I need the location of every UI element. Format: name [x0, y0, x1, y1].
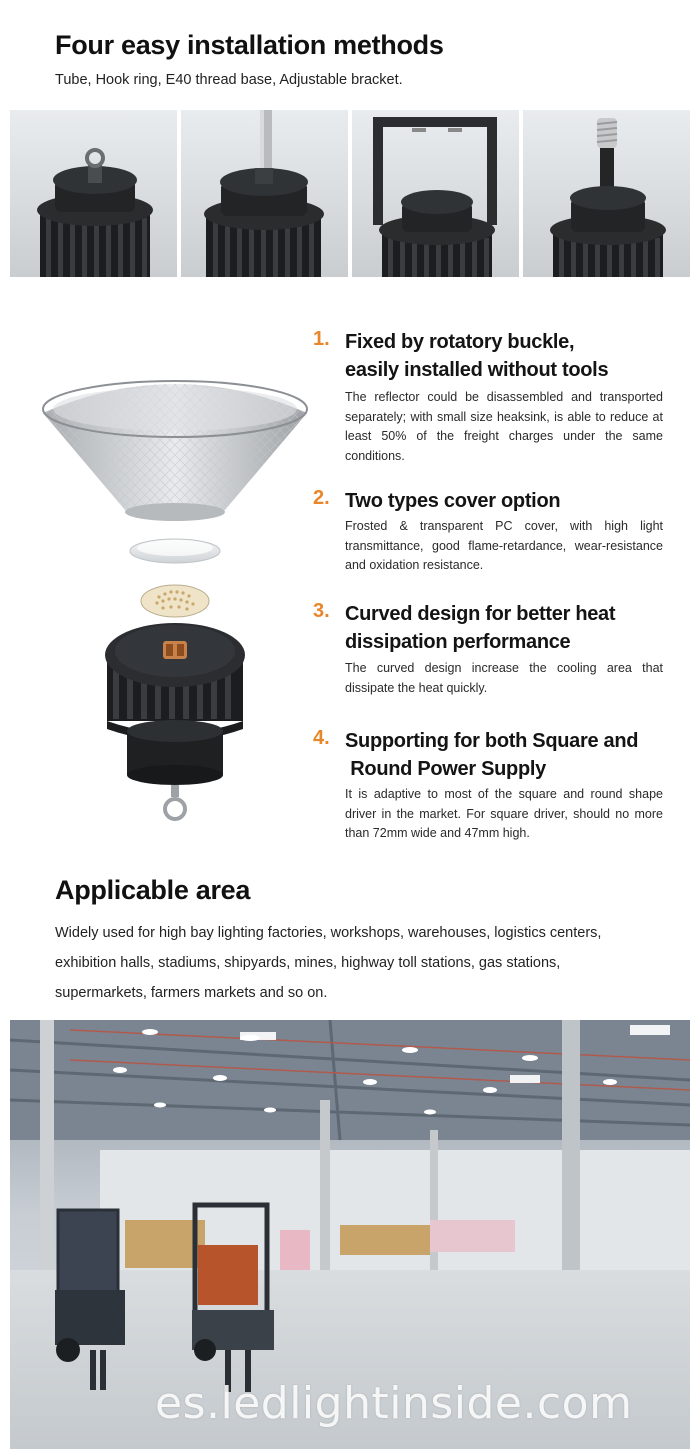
feature-description: The curved design increase the cooling area that dissipate the heat quickly. — [345, 661, 663, 695]
feature-title-line: Supporting for both Square and — [345, 730, 639, 752]
feature-number: 4. — [313, 727, 330, 749]
feature-title-line: Curved design for better heat — [345, 603, 616, 625]
applicable-text-line: supermarkets, farmers markets and so on. — [55, 985, 328, 1001]
feature-title-line: Two types cover option — [345, 490, 561, 512]
page-title: Four easy installation methods — [55, 30, 444, 60]
feature-title — [345, 600, 675, 656]
feature-number: 3. — [313, 600, 330, 622]
feature-title — [345, 727, 675, 783]
section-title: Applicable area — [55, 875, 251, 905]
feature-2 — [313, 487, 673, 577]
feature-3 — [313, 600, 673, 700]
adjustable-bracket-mount-photo — [352, 110, 519, 277]
feature-number: 2. — [313, 487, 330, 509]
feature-title-line: Round Power Supply — [345, 758, 546, 780]
feature-title-line: dissipation performance — [345, 631, 571, 653]
feature-title — [345, 328, 675, 384]
applicable-text-line: Widely used for high bay lighting factories, workshops, warehouses, logistics centers, — [55, 925, 602, 941]
feature-number: 1. — [313, 328, 330, 350]
exploded-product-illustration — [35, 365, 315, 835]
page-subtitle: Tube, Hook ring, E40 thread base, Adjustable bracket. — [55, 72, 403, 88]
tube-mount-photo — [181, 110, 348, 277]
feature-1 — [313, 328, 673, 463]
applicable-text-line: exhibition halls, stadiums, shipyards, mines, highway toll stations, gas stations, — [55, 955, 561, 971]
feature-description: Frosted & transparent PC cover, with high light transmittance, good flame-retardance, wear-resistance and oxidation resistance. — [345, 519, 663, 572]
feature-title-line: easily installed without tools — [345, 359, 609, 381]
feature-4 — [313, 727, 673, 847]
feature-description: The reflector could be disassembled and transported separately; with small size heaksink, is able to reduce at least 50% of the freight charges under the same conditions. — [345, 390, 663, 463]
watermark-text: es.ledlightinside.com — [155, 1378, 633, 1429]
installation-photos — [10, 110, 690, 277]
feature-description: It is adaptive to most of the square and round shape driver in the market. For square driver, should no more than 72mm wide and 47mm high. — [345, 787, 663, 840]
feature-title — [345, 487, 675, 515]
e40-thread-base-photo — [523, 110, 690, 277]
feature-title-line: Fixed by rotatory buckle, — [345, 331, 575, 353]
hook-ring-mount-photo — [10, 110, 177, 277]
